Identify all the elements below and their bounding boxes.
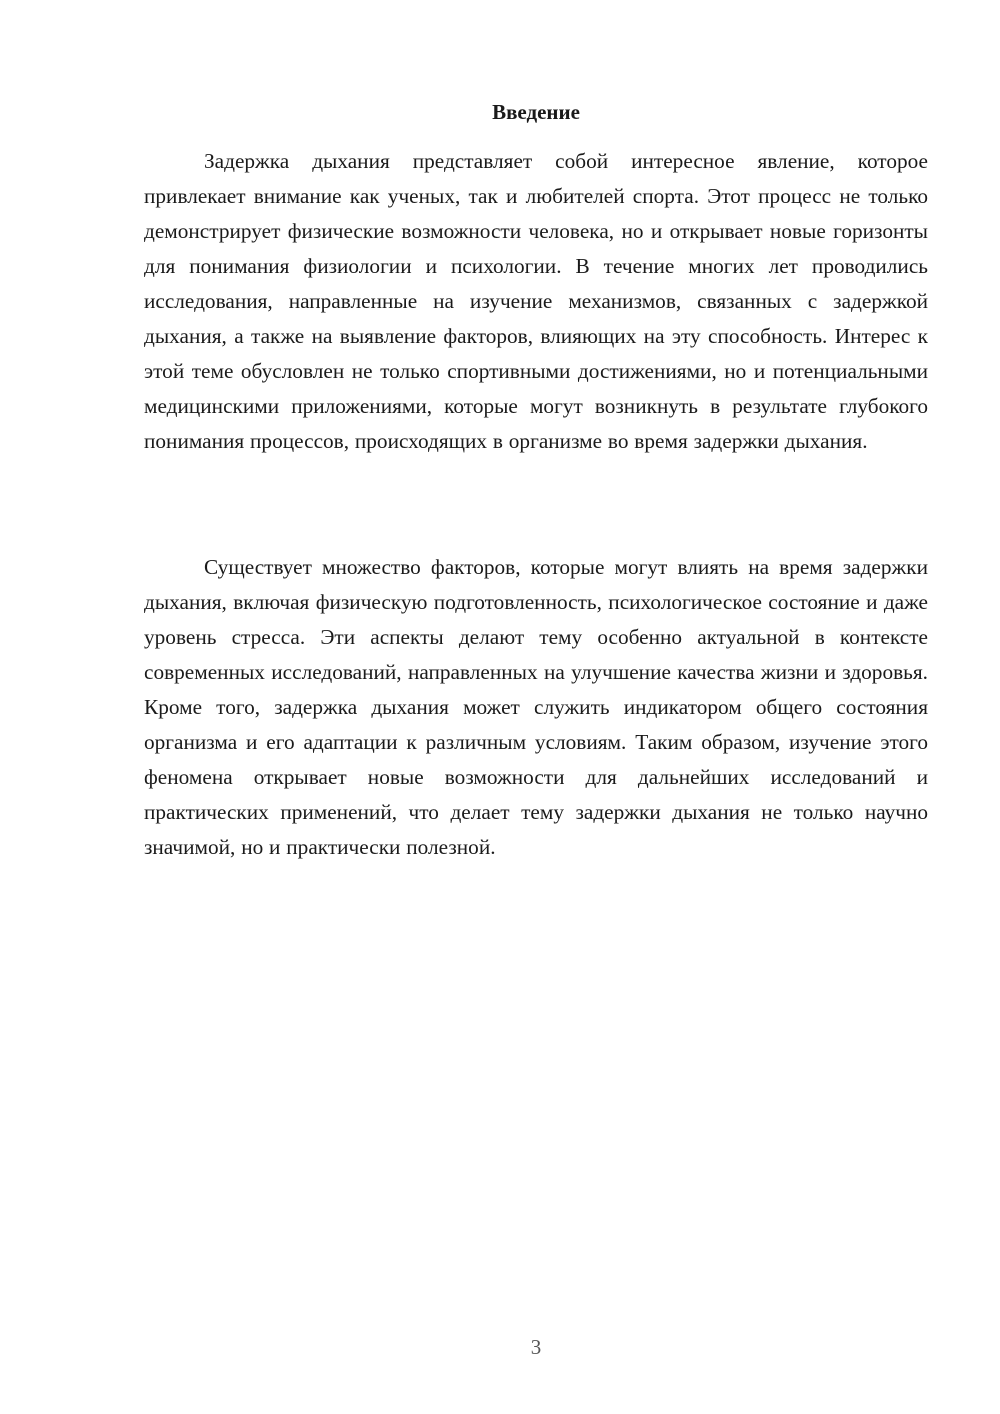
paragraph-2: Существует множество факторов, которые могут влиять на время задержки дыхания, включая физическую подготовленность, психологическое состояние и даже уровень стресса. Эти аспекты делают тему особенно актуальной в контексте современных исследований, направленных на улучшение качества жизни и здоровья. Кроме того, задержка дыхания может служить индикатором общего состояния организма и его адаптации к различным условиям. Таким образом, изучение этого феномена открывает новые возможности для дальнейших исследований и практических применений, что делает тему задержки дыхания не только научно значимой, но и практически полезной. [144,555,928,859]
page-number: 3 [530,1335,542,1359]
paragraph-1: Задержка дыхания представляет собой интересное явление, которое привлекает внимание как ученых, так и любителей спорта. Этот процесс не только демонстрирует физические возможности человека, но и открывает новые горизонты для понимания физиологии и психологии. В течение многих лет проводились исследования, направленные на изучение механизмов, связанных с задержкой дыхания, а также на выявление факторов, влияющих на эту способность. Интерес к этой теме обусловлен не только спортивными достижениями, но и потенциальными медицинскими приложениями, которые могут возникнуть в результате глубокого понимания процессов, происходящих в организме во время задержки дыхания. [144,149,928,453]
section-heading: Введение [492,100,580,124]
